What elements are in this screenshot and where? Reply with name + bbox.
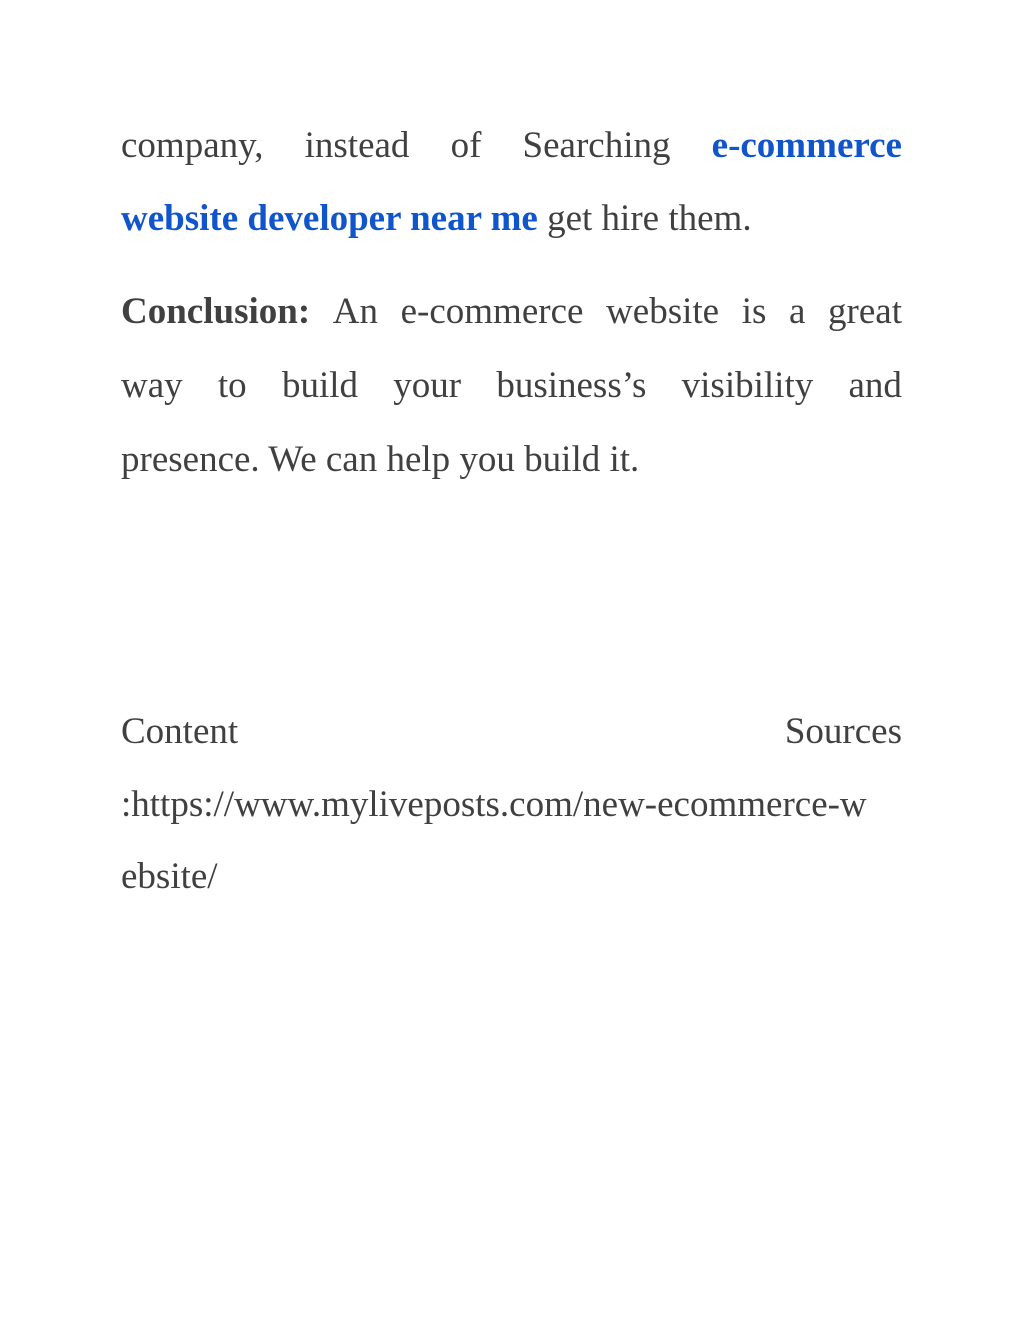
word: to [217,365,247,406]
paragraph-1-tail: get hire them. [537,198,752,239]
word: is [741,291,767,332]
conclusion-line-2 [121,364,902,408]
conclusion-line-1 [121,290,902,334]
word: and [848,365,902,406]
word: company, [121,125,264,166]
sources-word-content: Content [121,711,239,752]
sources-url-line-2 [121,855,902,899]
conclusion-label: Conclusion: [121,291,311,332]
paragraph-1-line-1 [121,124,902,168]
sources-url-line-1 [121,783,902,827]
sources-word-sources: Sources [784,711,902,752]
word: your [393,365,462,406]
word: e-commerce [400,291,584,332]
ecommerce-link-part-2[interactable]: website developer near me [121,198,538,239]
word: a [788,291,806,332]
word: An [332,291,378,332]
conclusion-last-line: presence. We can help you build it. [121,439,640,480]
sources-line-1 [121,710,902,754]
source-url-part-2: ebsite/ [121,856,218,897]
word: Searching [522,125,671,166]
source-url-part-1: :https://www.myliveposts.com/new-ecommerce-w [121,784,867,825]
word: build [281,365,358,406]
word: website [606,291,720,332]
ecommerce-link-part-1[interactable]: e-commerce [711,125,902,166]
word: way [121,365,183,406]
word: instead [304,125,410,166]
word: visibility [681,365,814,406]
conclusion-line-3 [121,438,902,482]
paragraph-1-line-2 [121,197,902,241]
word: business’s [496,365,647,406]
word: of [450,125,482,166]
word: great [828,291,902,332]
